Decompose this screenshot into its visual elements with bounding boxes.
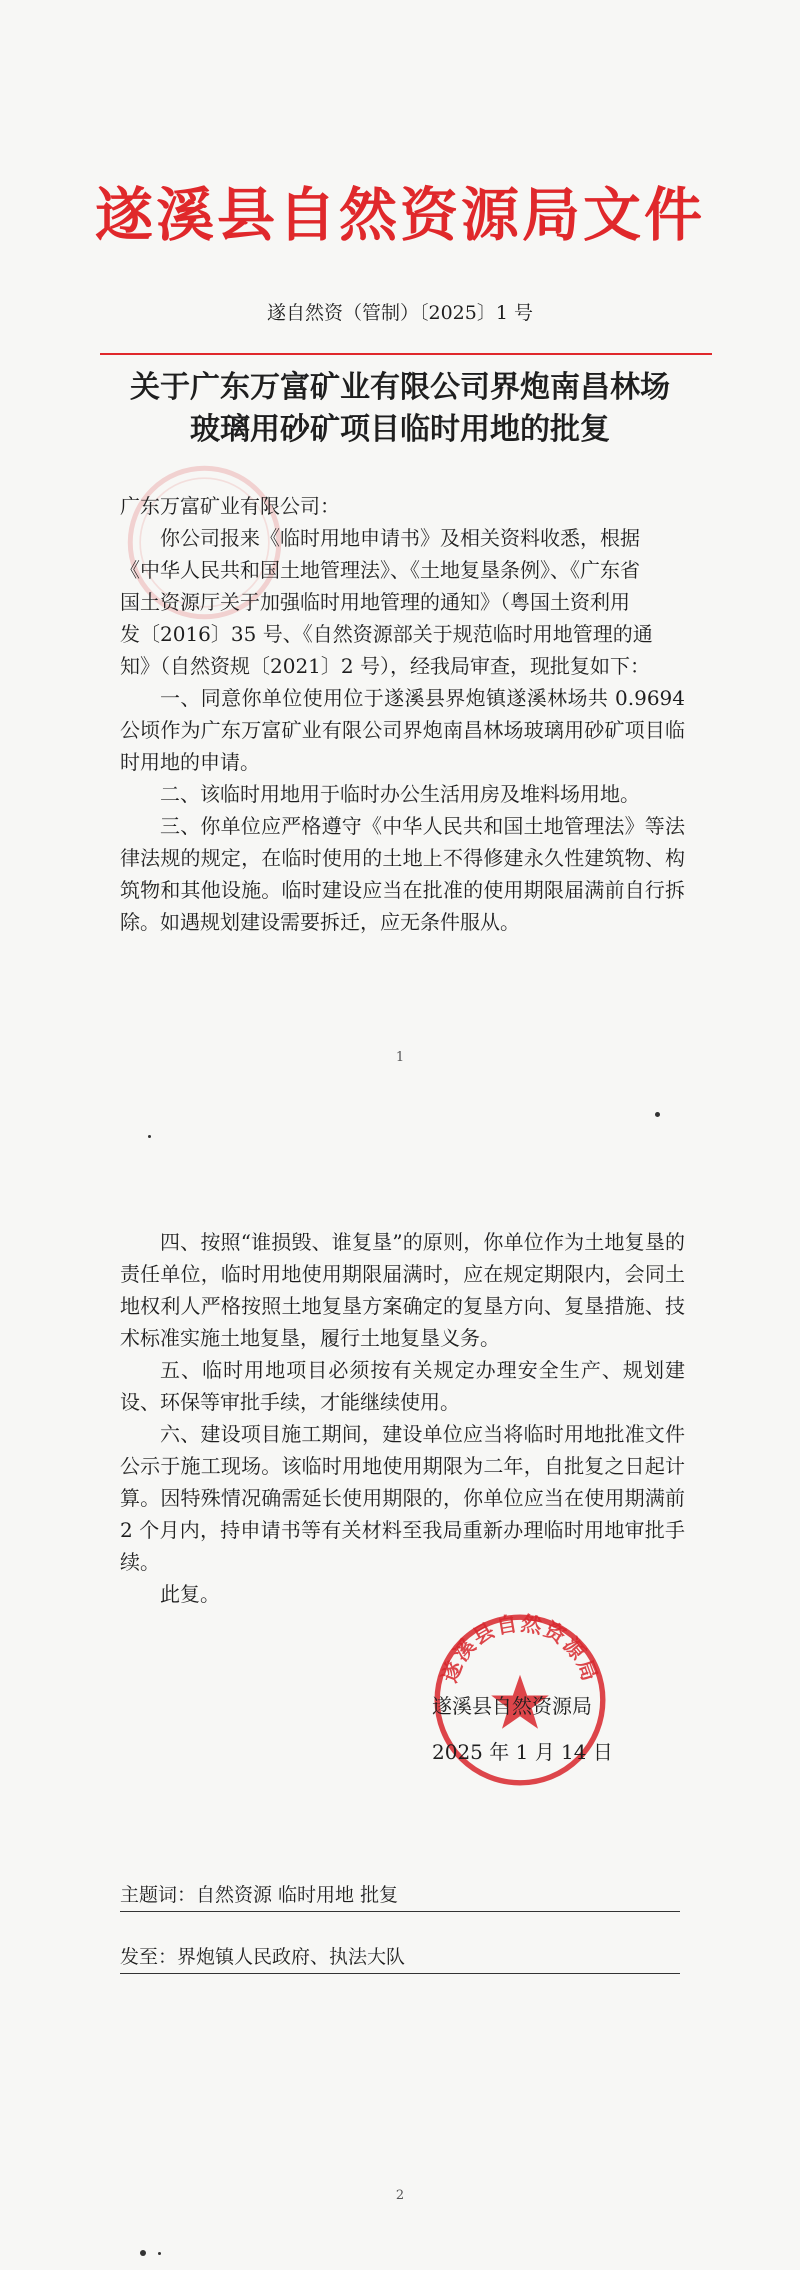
issuer-name: 遂溪县自然资源局	[432, 1694, 592, 1718]
issue-date: 2025 年 1 月 14 日	[432, 1740, 613, 1764]
svg-text:遂溪县自然资源局	[437, 1611, 602, 1685]
item-1: 一、同意你单位使用位于遂溪县界炮镇遂溪林场共 0.9694 公顷作为广东万富矿业有限公司界炮南昌林场玻璃用砂矿项目临时用地的申请。	[120, 686, 685, 774]
keywords-line: 主题词：自然资源 临时用地 批复	[120, 1880, 680, 1912]
page-number-2: 2	[395, 2188, 405, 2203]
scan-speck	[158, 2252, 161, 2255]
intro-paragraph	[120, 522, 685, 682]
intro-line-2: 《中华人民共和国土地管理法》、《土地复垦条例》、《广东省	[120, 558, 640, 582]
item-3: 三、你单位应严格遵守《中华人民共和国土地管理法》等法律法规的规定，在临时使用的土地上不得修建永久性建筑物、构筑物和其他设施。临时建设应当在批准的使用期限届满前自行拆除。如遇规划建设需要拆迁，应无条件服从。	[120, 814, 685, 934]
scan-speck	[655, 1112, 660, 1117]
item-5: 五、临时用地项目必须按有关规定办理安全生产、规划建设、环保等审批手续，才能继续使用。	[120, 1358, 685, 1414]
item-4: 四、按照“谁损毁、谁复垦”的原则，你单位作为土地复垦的责任单位，临时用地使用期限届满时，应在规定期限内，会同土地权利人严格按照土地复垦方案确定的复垦方向、复垦措施、技术标准实施土地复垦，履行土地复垦义务。	[120, 1230, 685, 1350]
intro-line-4: 发〔2016〕35 号、《自然资源部关于规范临时用地管理的通	[120, 622, 653, 646]
document-number: 遂自然资（管制）〔2025〕1 号	[267, 302, 533, 324]
intro-line-1: 你公司报来《临时用地申请书》及相关资料收悉，根据	[160, 526, 640, 550]
cc-line: 发至：界炮镇人民政府、执法大队	[120, 1942, 680, 1974]
item-6: 六、建设项目施工期间，建设单位应当将临时用地批准文件公示于施工现场。该临时用地使用期限为二年，自批复之日起计算。因特殊情况确需延长使用期限的，你单位应当在使用期满前 2 个月内，持申请书等有关材料至我局重新办理临时用地审批手续。	[120, 1422, 685, 1574]
intro-line-3: 国土资源厅关于加强临时用地管理的通知》（粤国土资利用	[120, 590, 630, 614]
red-divider	[100, 353, 712, 355]
addressee: 广东万富矿业有限公司：	[120, 494, 340, 518]
subject-line-2: 玻璃用砂矿项目临时用地的批复	[190, 412, 610, 447]
scan-speck	[140, 2250, 146, 2256]
closing: 此复。	[160, 1582, 220, 1606]
subject-line-1: 关于广东万富矿业有限公司界炮南昌林场	[130, 370, 670, 405]
agency-title: 遂溪县自然资源局文件	[94, 181, 705, 249]
intro-line-5: 知》（自然资规〔2021〕2 号），经我局审查，现批复如下：	[120, 654, 650, 678]
item-2: 二、该临时用地用于临时办公生活用房及堆料场用地。	[160, 782, 640, 806]
scan-speck	[148, 1135, 151, 1138]
seal-text: 遂溪县自然资源局	[437, 1611, 603, 1686]
page-number-1: 1	[395, 1050, 405, 1065]
